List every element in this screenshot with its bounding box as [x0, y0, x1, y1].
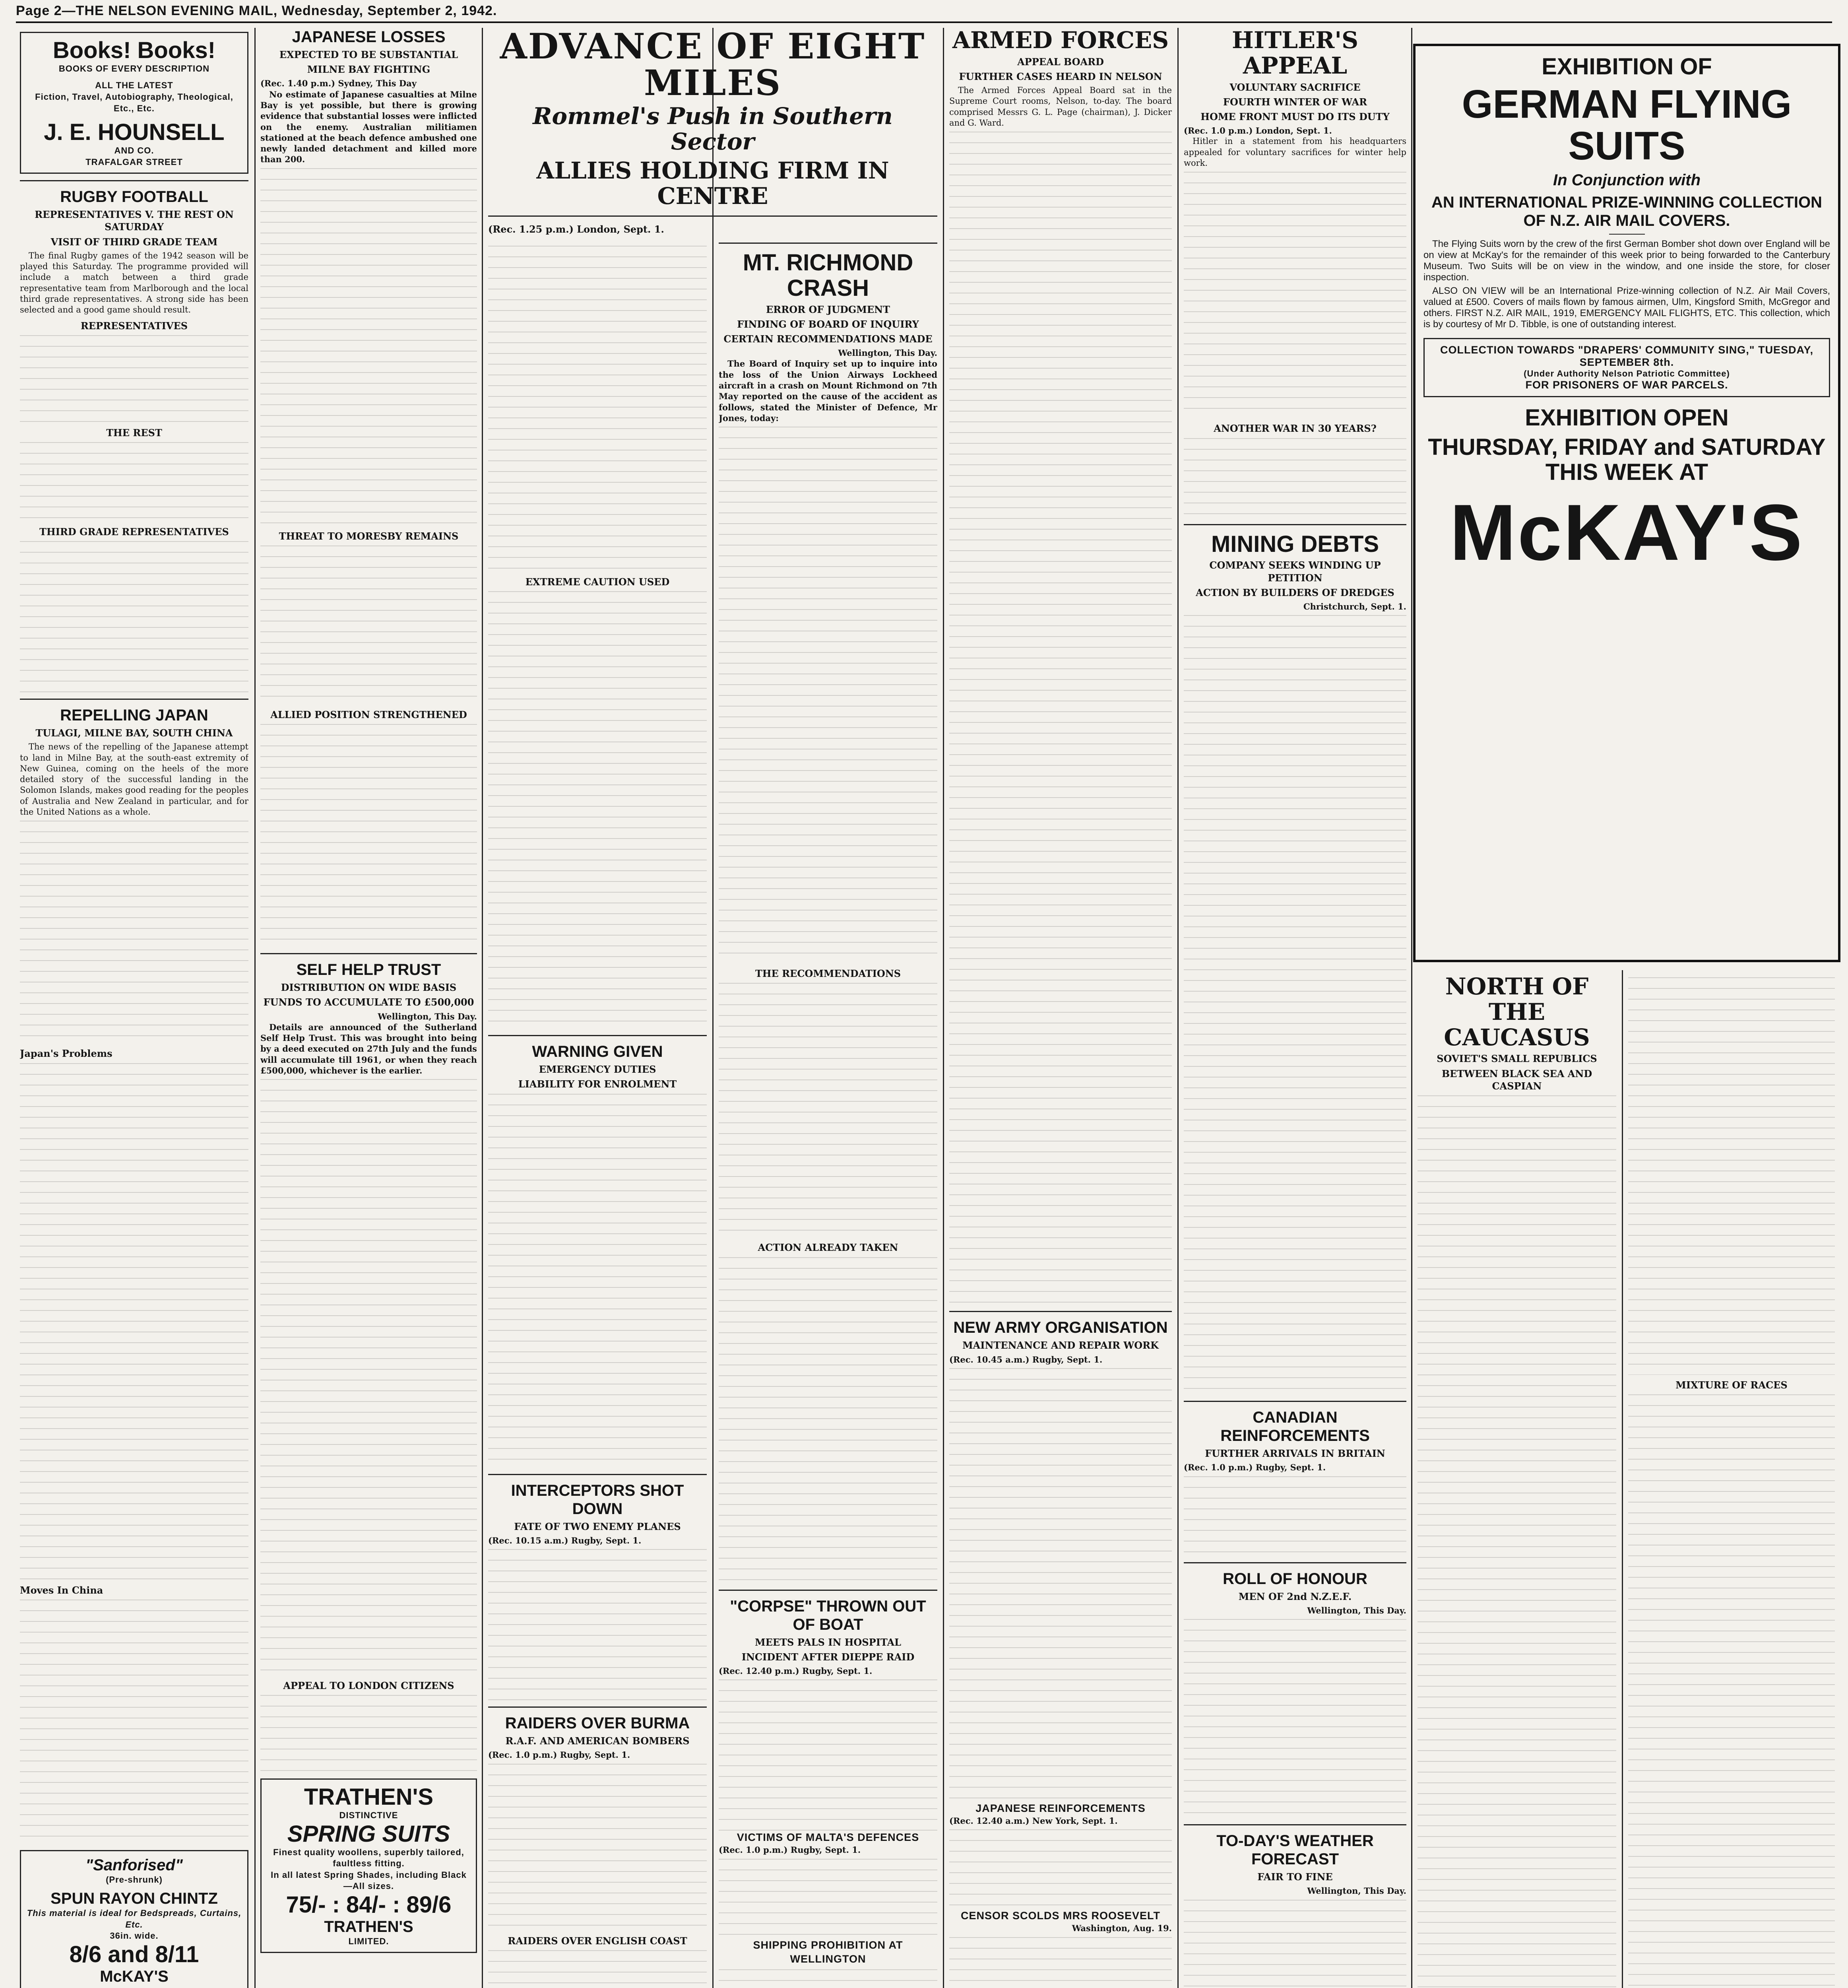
- column-3: [488, 243, 707, 1988]
- headline: WARNING GIVEN: [532, 1043, 663, 1061]
- subhead: THREAT TO MORESBY REMAINS: [279, 530, 459, 542]
- deck: MILNE BAY FIGHTING: [307, 64, 430, 76]
- text-block: [488, 1764, 707, 1931]
- exhibition-advertisement: [1413, 44, 1840, 962]
- ad-paragraph: The Flying Suits worn by the crew of the first German Bomber shot down over England will be on view at McKay's for the remainder of this week prior to being forwarded to the Canterbury Museum. Two Suits will be on view in the window, and one inside the store, for closer inspection.: [1423, 238, 1830, 283]
- text-block: [260, 724, 477, 947]
- trathens-advertisement: [260, 1778, 477, 1953]
- ad-paragraph: ALSO ON VIEW will be an International Prize-winning collection of N.Z. Air Mail Covers, valued at £500. Covers of mails flown by famous airmen, Ulm, Kingsford Smith, McGregor and others. FIRST N.Z. AIR MAIL, 1919, EMERGENCY MAIL FLIGHTS, ETC. This collection, which is by courtesy of Mr D. Tibble, is one of outstanding interest.: [1423, 285, 1830, 330]
- column-6: [1184, 28, 1406, 1988]
- column-rule: [1622, 970, 1623, 1988]
- deck: ACTION BY BUILDERS OF DREDGES: [1196, 586, 1394, 598]
- text-block: [1184, 438, 1406, 518]
- column-2: [260, 28, 477, 1988]
- ad-line: ALL THE LATEST: [95, 80, 173, 91]
- text-block: [260, 1079, 477, 1675]
- text-block: [949, 1937, 1172, 1988]
- ad-title: Books! Books!: [52, 37, 216, 63]
- ad-line: (Pre-shrunk): [106, 1874, 163, 1885]
- deck: FURTHER CASES HEARD IN NELSON: [959, 70, 1162, 82]
- deck: HOME FRONT MUST DO ITS DUTY: [1200, 111, 1390, 122]
- column-rule: [1177, 28, 1179, 1988]
- deck: BETWEEN BLACK SEA AND CASPIAN: [1441, 1068, 1592, 1092]
- lead-headline: ADVANCE OF EIGHT MILES: [500, 28, 926, 104]
- column-4: [719, 243, 937, 1988]
- ad-brand: McKAY'S: [1450, 488, 1804, 577]
- text-block: [20, 1063, 248, 1580]
- books-advertisement: [20, 32, 248, 174]
- headline: MT. RICHMOND CRASH: [743, 250, 913, 301]
- deck: MAINTENANCE AND REPAIR WORK: [962, 1340, 1159, 1351]
- text-block: [260, 168, 477, 526]
- deck: VISIT OF THIRD GRADE TEAM: [50, 236, 218, 248]
- subhead: EXTREME CAUTION USED: [525, 576, 670, 588]
- text-block: [1184, 1619, 1406, 1818]
- headline: VICTIMS OF MALTA'S DEFENCES: [737, 1831, 919, 1844]
- deck: EXPECTED TO BE SUBSTANTIAL: [279, 49, 458, 60]
- ad-line: SPUN RAYON CHINTZ: [50, 1890, 218, 1908]
- ad-brand: TRATHEN'S: [304, 1784, 434, 1810]
- dateline: (Rec. 10.15 a.m.) Rugby, Sept. 1.: [488, 1535, 642, 1545]
- ad-line: COLLECTION TOWARDS "DRAPERS' COMMUNITY SING," TUESDAY, SEPTEMBER 8th.: [1440, 344, 1814, 368]
- ad-line: AND CO.: [114, 145, 154, 155]
- text-block: [1184, 1476, 1406, 1556]
- text-block: [488, 1094, 707, 1468]
- ad-line: Fiction, Travel, Autobiography, Theological, Etc., Etc.: [35, 91, 233, 113]
- deck: FURTHER ARRIVALS IN BRITAIN: [1205, 1448, 1385, 1460]
- dateline: (Rec. 1.40 p.m.) Sydney, This Day: [260, 78, 417, 89]
- dateline: (Rec. 12.40 p.m.) Rugby, Sept. 1.: [719, 1666, 873, 1676]
- text-block: [719, 1969, 937, 1988]
- column-5: [949, 28, 1172, 1988]
- sanforised-advertisement: [20, 1850, 248, 1988]
- ad-line: Finest quality woollens, superbly tailored, faultless fitting.: [273, 1847, 464, 1869]
- ad-line: (Under Authority Nelson Patriotic Committee): [1524, 368, 1730, 379]
- deck: VOLUNTARY SACRIFICE: [1229, 81, 1361, 93]
- headline: MINING DEBTS: [1211, 531, 1379, 557]
- subhead: Japan's Problems: [20, 1048, 112, 1060]
- column-rule: [254, 28, 256, 1988]
- dateline: (Rec. 1.25 p.m.) London, Sept. 1.: [488, 223, 664, 235]
- deck: FUNDS TO ACCUMULATE TO £500,000: [263, 996, 474, 1008]
- text-block: [20, 821, 248, 1043]
- ad-price: 75/- : 84/- : 89/6: [286, 1892, 452, 1918]
- text-block: [20, 541, 248, 692]
- dateline: Christchurch, Sept. 1.: [1303, 601, 1406, 612]
- ad-title: SPRING SUITS: [287, 1821, 450, 1847]
- subhead: THE RECOMMENDATIONS: [755, 968, 901, 980]
- ad-line: In Conjunction with: [1553, 171, 1701, 189]
- column-rule: [1411, 28, 1412, 1988]
- text-block: [1418, 1095, 1616, 1988]
- ad-line: 36in. wide.: [110, 1931, 159, 1941]
- deck: EMERGENCY DUTIES: [539, 1064, 656, 1076]
- subhead: ALLIED POSITION STRENGTHENED: [270, 709, 467, 720]
- text-block: [488, 591, 707, 1029]
- headline: NORTH OF THE CAUCASUS: [1444, 974, 1590, 1051]
- deck: MEETS PALS IN HOSPITAL: [755, 1636, 901, 1648]
- headline: HITLER'S APPEAL: [1232, 28, 1358, 79]
- text-block: [1184, 615, 1406, 1394]
- headline: JAPANESE LOSSES: [292, 28, 446, 46]
- column-1: [20, 28, 248, 1988]
- subhead: Moves In China: [20, 1584, 103, 1596]
- text-block: [20, 1600, 248, 1846]
- text-block: [719, 983, 937, 1237]
- headline: INTERCEPTORS SHOT DOWN: [511, 1481, 684, 1518]
- text-block: [719, 1257, 937, 1583]
- paragraph: The Armed Forces Appeal Board sat in the Supreme Court rooms, Nelson, to-day. The board comprised Messrs G. L. Page (chairman), J. Dicker and G. Ward.: [949, 85, 1172, 128]
- masthead: [16, 3, 1832, 23]
- headline: SELF HELP TRUST: [296, 961, 441, 979]
- column-rule: [943, 28, 944, 1988]
- headline: REPELLING JAPAN: [60, 707, 208, 724]
- dateline: (Rec. 12.40 a.m.) New York, Sept. 1.: [949, 1815, 1118, 1826]
- ad-title: "Sanforised": [85, 1856, 183, 1874]
- text-block: [949, 1368, 1172, 1802]
- ad-price: 8/6 and 8/11: [69, 1941, 199, 1968]
- subhead: ACTION ALREADY TAKEN: [758, 1242, 898, 1254]
- deck: LIABILITY FOR ENROLMENT: [518, 1078, 677, 1090]
- paragraph: Hitler in a statement from his headquarters appealed for voluntary sacrifices for winter help work.: [1184, 136, 1406, 168]
- dateline: Wellington, This Day.: [1307, 1886, 1406, 1896]
- deck: MEN OF 2nd N.Z.E.F.: [1238, 1590, 1352, 1602]
- ad-line: TRAFALGAR STREET: [85, 157, 183, 167]
- deck: TULAGI, MILNE BAY, SOUTH CHINA: [35, 727, 233, 739]
- text-block: [20, 442, 248, 522]
- ad-line: BOOKS OF EVERY DESCRIPTION: [58, 63, 210, 74]
- deck: FINDING OF BOARD OF INQUIRY: [737, 318, 919, 330]
- dateline: (Rec. 10.45 a.m.) Rugby, Sept. 1.: [949, 1354, 1103, 1365]
- deck: INCIDENT AFTER DIEPPE RAID: [741, 1651, 915, 1663]
- text-block: [1628, 977, 1835, 1375]
- paragraph: The news of the repelling of the Japanese attempt to land in Milne Bay, at the south-east extremity of New Guinea, coming on the heels of the more detailed story of the successful landing in the Solomon Islands, makes good reading for the peoples of Australia and New Zealand in particular, and for the United Nations as a whole.: [20, 742, 248, 817]
- ad-title: GERMAN FLYING SUITS: [1462, 82, 1792, 168]
- text-block: [1184, 172, 1406, 418]
- headline: NEW ARMY ORGANISATION: [953, 1319, 1168, 1337]
- headline: SHIPPING PROHIBITION AT WELLINGTON: [753, 1939, 903, 1965]
- subhead: THIRD GRADE REPRESENTATIVES: [39, 526, 229, 538]
- text-block: [719, 427, 937, 963]
- text-block: [719, 1679, 937, 1831]
- ad-line: In all latest Spring Shades, including Black—All sizes.: [271, 1870, 467, 1891]
- ad-brand: McKAY'S: [100, 1967, 169, 1985]
- text-block: [260, 1695, 477, 1774]
- ad-line: LIMITED.: [348, 1936, 389, 1946]
- dateline: (Rec. 1.0 p.m.) Rugby, Sept. 1.: [1184, 1462, 1326, 1473]
- headline: "CORPSE" THROWN OUT OF BOAT: [730, 1597, 926, 1633]
- subhead: MIXTURE OF RACES: [1675, 1379, 1788, 1391]
- subhead: REPRESENTATIVES: [80, 320, 188, 332]
- deck: ERROR OF JUDGMENT: [766, 303, 890, 315]
- ad-line: FOR PRISONERS OF WAR PARCELS.: [1525, 379, 1728, 391]
- deck: SOVIET'S SMALL REPUBLICS: [1437, 1053, 1597, 1065]
- text-block: [949, 1829, 1172, 1909]
- ad-brand: TRATHEN'S: [324, 1918, 413, 1936]
- deck: FAIR TO FINE: [1257, 1871, 1333, 1883]
- deck: APPEAL BOARD: [1017, 56, 1104, 68]
- paragraph: No estimate of Japanese casualties at Milne Bay is yet possible, but there is growing evidence that substantial losses were inflicted on the enemy. Australian militiamen stationed at the beach defence ambushed one newly landed detachment and killed more than 200.: [260, 89, 477, 165]
- column-rule: [712, 28, 714, 1988]
- ad-line: AN INTERNATIONAL PRIZE-WINNING COLLECTION OF N.Z. AIR MAIL COVERS.: [1431, 193, 1822, 229]
- ad-title: EXHIBITION OF: [1542, 54, 1712, 80]
- text-block: [719, 1859, 937, 1938]
- lead-deck: ALLIES HOLDING FIRM IN CENTRE: [536, 157, 889, 210]
- ad-line: DISTINCTIVE: [339, 1810, 398, 1821]
- text-block: [488, 1950, 707, 1988]
- lead-deck: Rommel's Push in Southern Sector: [533, 102, 893, 155]
- dateline: Wellington, This Day.: [1307, 1605, 1406, 1615]
- headline: ROLL OF HONOUR: [1223, 1570, 1367, 1588]
- deck: DISTRIBUTION ON WIDE BASIS: [281, 982, 457, 994]
- text-block: [20, 335, 248, 423]
- text-block: [488, 246, 707, 572]
- deck: FATE OF TWO ENEMY PLANES: [514, 1520, 681, 1532]
- text-block: [260, 546, 477, 705]
- subhead: APPEAL TO LONDON CITIZENS: [283, 1680, 454, 1692]
- text-block: [1184, 1900, 1406, 1988]
- headline: ARMED FORCES: [952, 28, 1169, 54]
- deck: REPRESENTATIVES V. THE REST ON SATURDAY: [35, 209, 234, 233]
- headline: CANADIAN REINFORCEMENTS: [1220, 1409, 1370, 1445]
- text-block: [488, 1549, 707, 1700]
- deck: CERTAIN RECOMMENDATIONS MADE: [723, 333, 933, 345]
- headline: RAIDERS OVER BURMA: [505, 1714, 690, 1732]
- dateline: (Rec. 1.0 p.m.) London, Sept. 1.: [1184, 126, 1332, 136]
- subhead: ANOTHER WAR IN 30 YEARS?: [1214, 423, 1377, 435]
- deck: COMPANY SEEKS WINDING UP PETITION: [1209, 559, 1381, 584]
- ad-brand: J. E. HOUNSELL: [44, 119, 225, 146]
- masthead-text: Page 2—THE NELSON EVENING MAIL, Wednesday, September 2, 1942.: [16, 3, 497, 18]
- headline: TO-DAY'S WEATHER FORECAST: [1216, 1832, 1374, 1868]
- paragraph: The Board of Inquiry set up to inquire into the loss of the Union Airways Lockheed aircraft in a crash on Mount Richmond on 7th May reported on the cause of the accident as follows, stated the Minister of Defence, Mr Jones, today:: [719, 359, 937, 423]
- column-rule: [482, 28, 483, 1988]
- paragraph: Details are announced of the Sutherland Self Help Trust. This was brought into being by a deed executed on 27th July and the funds will accumulate till 1961, or when they reach £500,000, whichever is the earlier.: [260, 1022, 477, 1076]
- subhead: RAIDERS OVER ENGLISH COAST: [508, 1935, 687, 1947]
- dateline: Wellington, This Day.: [838, 348, 937, 358]
- ad-line: This material is ideal for Bedspreads, Curtains, Etc.: [27, 1908, 242, 1930]
- dateline: (Rec. 1.0 p.m.) Rugby, Sept. 1.: [719, 1845, 861, 1855]
- deck: FOURTH WINTER OF WAR: [1223, 96, 1367, 108]
- dateline: (Rec. 1.0 p.m.) Rugby, Sept. 1.: [488, 1750, 630, 1760]
- headline: RUGBY FOOTBALL: [60, 188, 208, 206]
- ad-line: THIS WEEK AT: [1545, 459, 1708, 485]
- paragraph: The final Rugby games of the 1942 season will be played this Saturday. The programme provided will include a match between a third grade representative team from Marlborough and the local third grade representatives. A strong side has been selected and a good game should result.: [20, 250, 248, 315]
- subhead: THE REST: [106, 427, 162, 439]
- dateline: Wellington, This Day.: [378, 1011, 477, 1021]
- column-7b: [1628, 974, 1835, 1988]
- headline: CENSOR SCOLDS MRS ROOSEVELT: [960, 1910, 1161, 1922]
- dateline: Washington, Aug. 19.: [1072, 1923, 1172, 1934]
- ad-line: THURSDAY, FRIDAY and SATURDAY: [1428, 434, 1826, 460]
- column-7a: [1418, 974, 1616, 1988]
- lead-story-header: [488, 28, 937, 235]
- ad-line: EXHIBITION OPEN: [1525, 404, 1729, 431]
- text-block: [949, 132, 1172, 1305]
- headline: JAPANESE REINFORCEMENTS: [975, 1802, 1146, 1814]
- deck: R.A.F. AND AMERICAN BOMBERS: [505, 1735, 690, 1747]
- text-block: [1628, 1394, 1835, 1988]
